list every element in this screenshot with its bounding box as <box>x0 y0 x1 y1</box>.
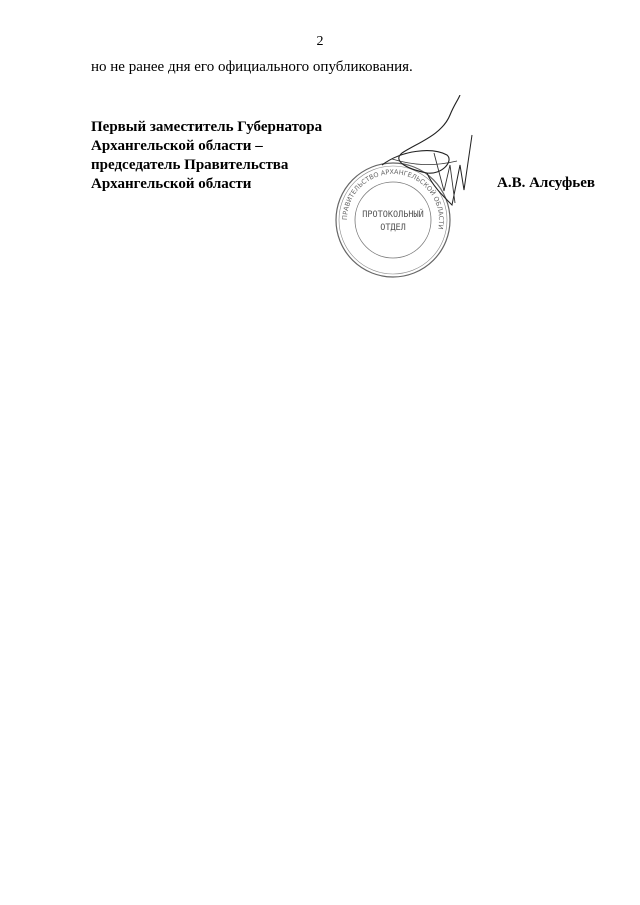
stamp-center-text: ПРОТОКОЛЬНЫЙ <box>362 210 424 220</box>
signer-name: А.В. Алсуфьев <box>497 175 595 191</box>
stamp-center-text: ОТДЕЛ <box>380 223 406 233</box>
stamp-ring-text: ПРАВИТЕЛЬСТВО АРХАНГЕЛЬСКОЙ ОБЛАСТИ <box>340 167 446 230</box>
signer-title-line: Архангельской области <box>91 176 252 192</box>
page-number: 2 <box>316 34 324 49</box>
body-text: но не ранее дня его официального опубликования. <box>91 59 413 75</box>
signer-title-line: Первый заместитель Губернатора <box>91 119 323 135</box>
signer-title-line: Архангельской области – <box>91 138 263 154</box>
signer-title-line: председатель Правительства <box>91 157 289 173</box>
signer-title <box>91 118 322 194</box>
handwritten-signature <box>372 95 487 215</box>
